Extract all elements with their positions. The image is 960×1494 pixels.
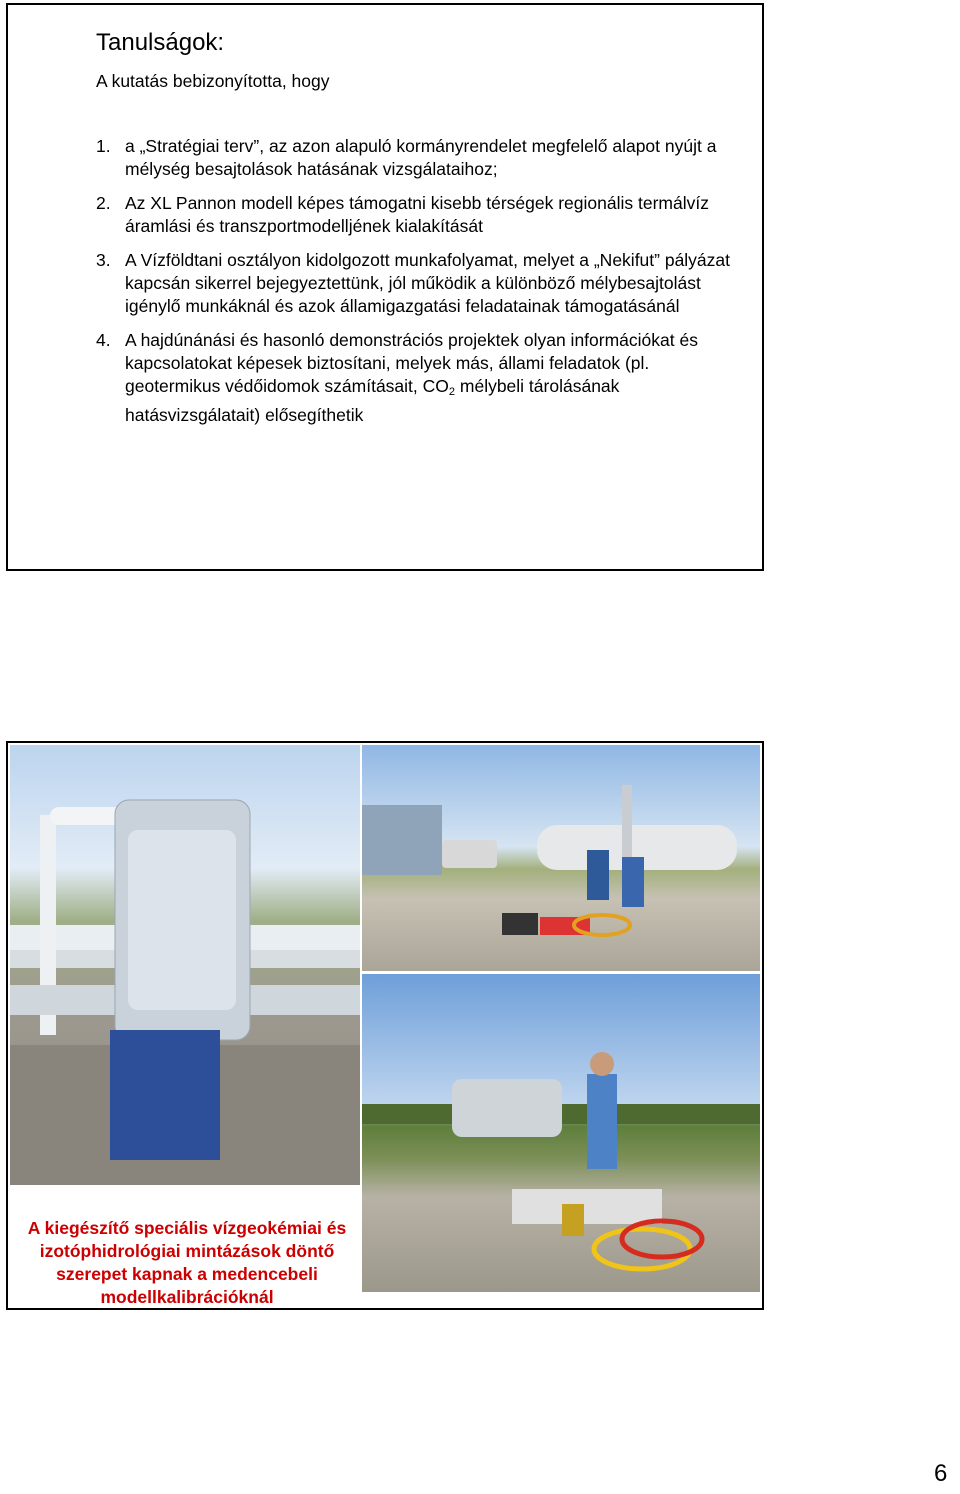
subscript: 2: [448, 386, 456, 398]
list-text: a „Stratégiai terv”, az azon alapuló kormányrendelet megfelelő alapot nyújt a mélység besajtolások hatásának vizsgálataihoz;: [125, 136, 717, 179]
list-text: Az XL Pannon modell képes támogatni kisebb térségek regionális termálvíz áramlási és transzportmodelljének kialakítását: [125, 193, 709, 236]
list-number: 1.: [96, 136, 111, 156]
photo-sampling-bag: [10, 745, 360, 1185]
photo-field-sampling: [362, 974, 760, 1292]
photo-illustration: [362, 745, 760, 971]
list-text: A Vízföldtani osztályon kidolgozott munkafolyamat, melyet a „Nekifut” pályázat kapcsán sikerrel bejegyeztettünk, jól működik a különböző mélybesajtolást igénylő munkáknál és azok államigazgatási feladatainak támogatásánál: [125, 250, 731, 316]
list-item: [96, 329, 736, 427]
list-number: 2.: [96, 193, 111, 213]
photo-illustration: [10, 745, 360, 1185]
list-item: [96, 135, 736, 181]
list-text-part: mélybeli tárolásának hatásvizsgálatait) elősegíthetik: [125, 376, 620, 425]
photo-industrial-site: [362, 745, 760, 971]
photo-illustration: [362, 974, 760, 1292]
photo-caption: A kiegészítő speciális vízgeokémiai és izotóphidrológiai mintázások döntő szerepet kapnak a medencebeli modellkalibrációknál: [14, 1217, 360, 1309]
slide-photos: [6, 741, 764, 1310]
list-text-part: A hajdúnánási és hasonló demonstrációs projektek olyan információkat és kapcsolatokat képesek biztosítani, melyek más, állami feladatok (pl. geotermikus védőidomok számításait, CO: [125, 330, 698, 396]
slide-intro: A kutatás bebizonyította, hogy: [96, 71, 330, 91]
list-item: [96, 249, 736, 318]
page-number: 6: [934, 1460, 948, 1487]
list-number: 3.: [96, 250, 111, 270]
slide-title: Tanulságok:: [96, 29, 225, 56]
slide-tanulsagok: [6, 3, 764, 571]
list-text: [125, 329, 736, 427]
findings-list: [96, 135, 736, 438]
list-item: [96, 192, 736, 238]
list-number: 4.: [96, 330, 111, 350]
